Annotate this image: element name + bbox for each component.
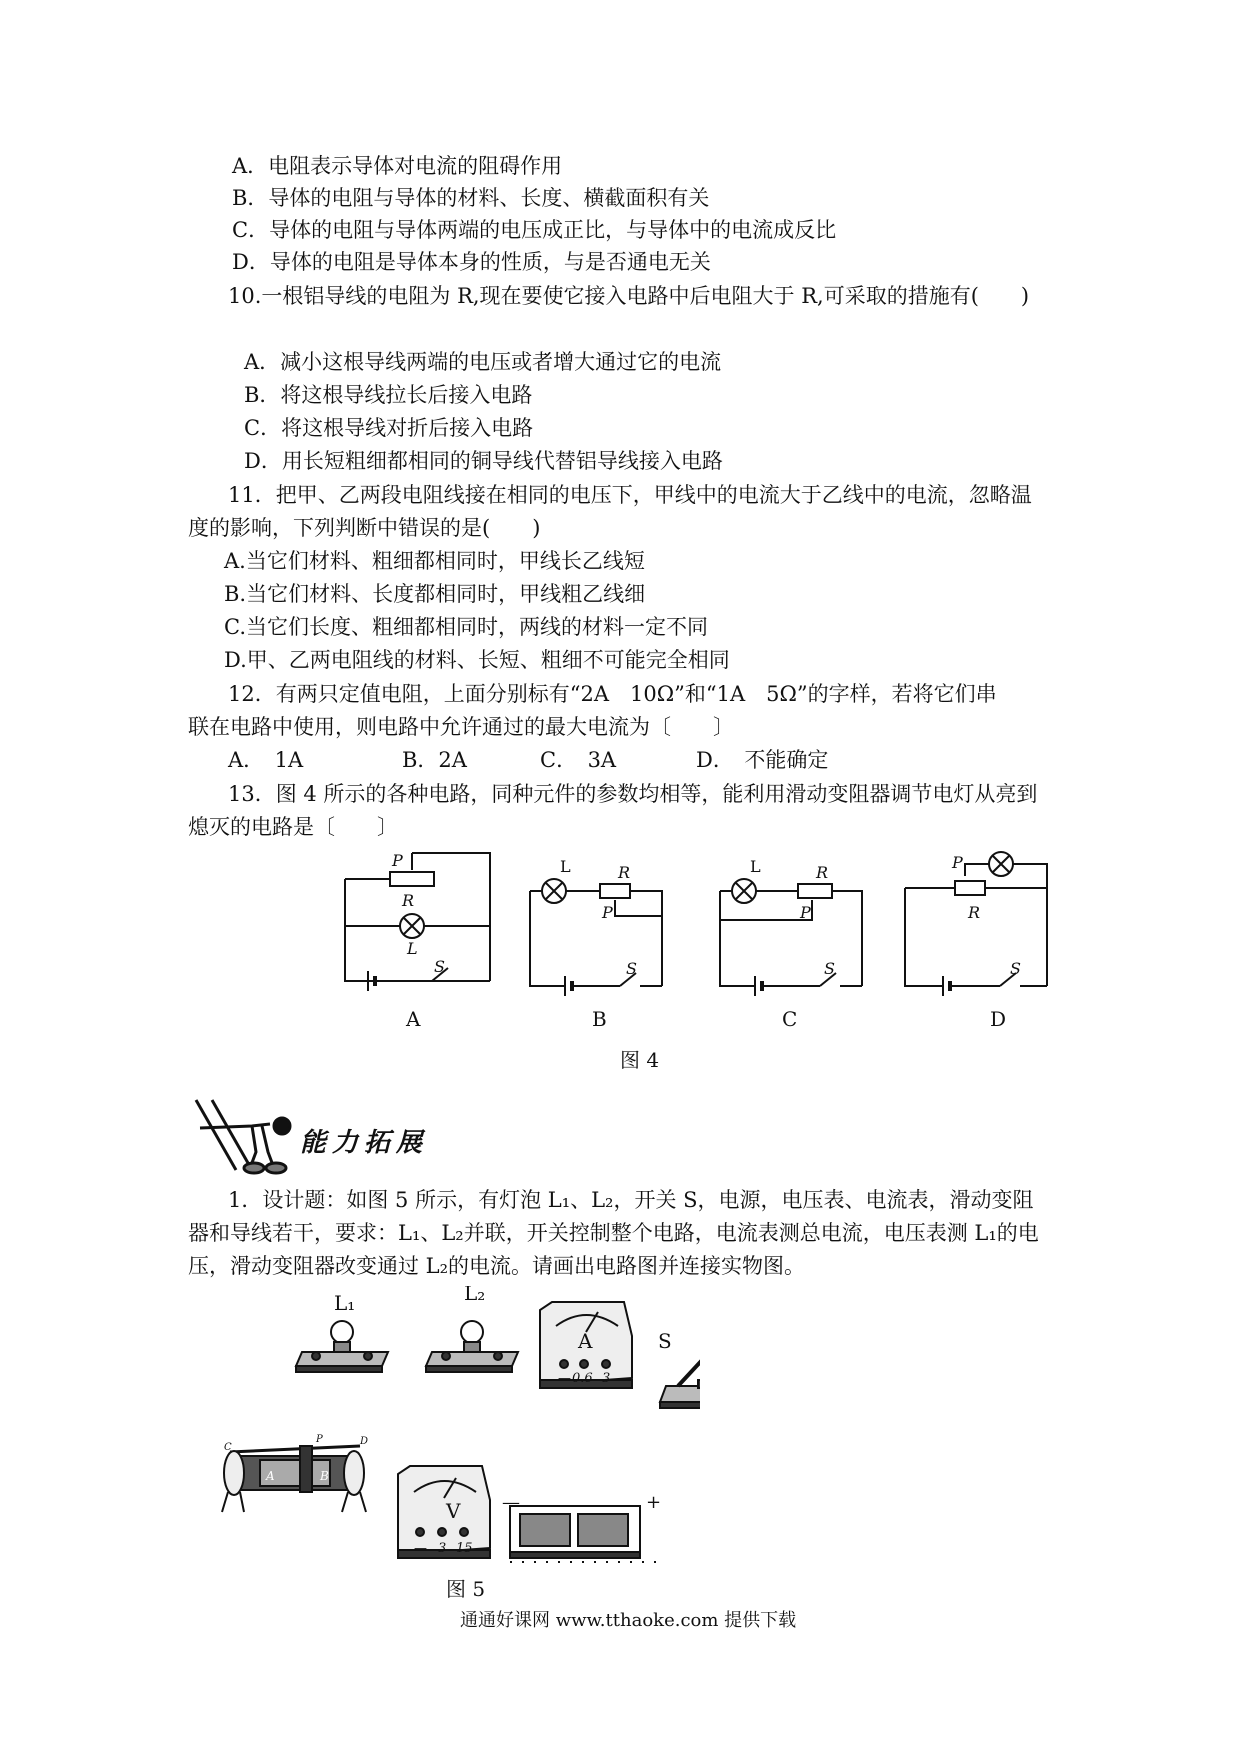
- q13-stem-line1: 13．图 4 所示的各种电路，同种元件的参数均相等，能利用滑动变阻器调节电灯从亮到: [228, 782, 1038, 806]
- voltmeter-terminal-15: 15: [456, 1541, 473, 1556]
- q11-stem-line1: 11．把甲、乙两段电阻线接在相同的电压下，甲线中的电流大于乙线中的电流，忽略温: [228, 483, 1032, 507]
- battery-pos: +: [646, 1492, 662, 1513]
- q9-option-b: B．导体的电阻与导体的材料、长度、横截面积有关: [232, 186, 710, 210]
- label-l1: L₁: [334, 1291, 356, 1315]
- label-p-d: P: [952, 853, 963, 872]
- q11-stem-line2: 度的影响，下列判断中错误的是( ): [188, 516, 541, 540]
- voltmeter-terminal-neg: —: [414, 1541, 427, 1556]
- q12-option-c: C． 3A: [540, 748, 617, 772]
- battery-neg: —: [502, 1492, 520, 1513]
- circuit-label-c: C: [782, 1007, 798, 1031]
- q10-option-a: A．减小这根导线两端的电压或者增大通过它的电流: [244, 350, 722, 374]
- label-p-b: P: [602, 903, 613, 922]
- rheostat-label-d: D: [360, 1436, 369, 1447]
- q11-option-d: D.甲、乙两电阻线的材料、长短、粗细不可能完全相同: [224, 648, 730, 672]
- q10-stem: 10.一根铝导线的电阻为 R,现在要使它接入电路中后电阻大于 R,可采取的措施有( ): [228, 284, 1030, 308]
- q11-option-b: B.当它们材料、长度都相同时，甲线粗乙线细: [224, 582, 646, 606]
- circuit-c: [720, 879, 862, 996]
- battery: [510, 1506, 660, 1562]
- label-s-a: S: [434, 957, 445, 976]
- figure5-apparatus: [220, 1286, 700, 1576]
- rheostat-label-a: A: [266, 1469, 275, 1483]
- voltmeter-terminal-3: 3: [438, 1541, 447, 1556]
- lamp-l2: [426, 1321, 518, 1372]
- q12-option-a: A． 1A: [228, 748, 304, 772]
- ammeter-terminal-neg: —: [558, 1371, 571, 1386]
- q9-option-d: D．导体的电阻是导体本身的性质，与是否通电无关: [232, 250, 711, 274]
- switch-label: S: [658, 1329, 672, 1353]
- figure4-circuits: [330, 846, 1070, 1036]
- label-r-b: R: [618, 863, 631, 882]
- label-p-a: P: [392, 851, 403, 870]
- q10-option-c: C．将这根导线对折后接入电路: [244, 416, 534, 440]
- q11-option-a: A.当它们材料、粗细都相同时，甲线长乙线短: [224, 549, 645, 573]
- q12-option-d: D． 不能确定: [696, 748, 829, 772]
- q12-option-b: B．2A: [402, 748, 467, 772]
- label-l2: L₂: [464, 1286, 486, 1305]
- label-r-a: R: [402, 891, 415, 910]
- ammeter-symbol: A: [578, 1329, 593, 1353]
- circuit-label-a: A: [406, 1007, 421, 1031]
- label-r-d: R: [968, 903, 981, 922]
- q9-option-c: C．导体的电阻与导体两端的电压成正比，与导体中的电流成反比: [232, 218, 837, 242]
- figure5-caption: 图 5: [446, 1577, 486, 1601]
- ammeter-terminal-0.6: 0.6: [572, 1371, 593, 1386]
- footer: 通通好课网 www.tthaoke.com 提供下载: [460, 1610, 797, 1631]
- rheostat-label-c: C: [224, 1442, 232, 1453]
- ext-q1-line2: 器和导线若干，要求：L₁、L₂并联，开关控制整个电路，电流表测总电流，电压表测 L₁的电: [188, 1221, 1039, 1245]
- section-title: 能力拓展: [300, 1128, 429, 1158]
- q12-stem-line2: 联在电路中使用，则电路中允许通过的最大电流为〔 〕: [188, 715, 734, 739]
- q11-option-c: C.当它们长度、粗细都相同时，两线的材料一定不同: [224, 615, 708, 639]
- q13-stem-line2: 熄灭的电路是〔 〕: [188, 815, 398, 839]
- rheostat-label-b: B: [320, 1469, 329, 1483]
- q10-option-b: B．将这根导线拉长后接入电路: [244, 383, 533, 407]
- circuit-d: [905, 852, 1047, 996]
- rheostat-label-p: P: [316, 1434, 323, 1445]
- label-s-c: S: [824, 959, 835, 978]
- gymnast-illustration: [190, 1096, 306, 1176]
- ext-q1-line1: 1．设计题：如图 5 所示，有灯泡 L₁、L₂，开关 S，电源，电压表、电流表，滑动变阻: [228, 1188, 1034, 1212]
- label-s-b: S: [626, 959, 637, 978]
- circuit-label-d: D: [990, 1007, 1007, 1031]
- label-p-c: P: [800, 903, 811, 922]
- ext-q1-line3: 压，滑动变阻器改变通过 L₂的电流。请画出电路图并连接实物图。: [188, 1254, 806, 1278]
- q10-option-d: D．用长短粗细都相同的铜导线代替铝导线接入电路: [244, 449, 723, 473]
- label-l-c: L: [750, 857, 761, 876]
- circuit-label-b: B: [592, 1007, 607, 1031]
- label-l-b: L: [560, 857, 571, 876]
- voltmeter-symbol: V: [446, 1499, 461, 1523]
- lamp-l1: [296, 1321, 388, 1372]
- q12-stem-line1: 12．有两只定值电阻，上面分别标有“2A 10Ω”和“1A 5Ω”的字样，若将它们串: [228, 682, 997, 706]
- circuit-a: [345, 853, 490, 991]
- switch: [660, 1358, 700, 1408]
- label-r-c: R: [816, 863, 829, 882]
- circuit-b: [530, 879, 662, 996]
- rheostat: [222, 1446, 366, 1512]
- ammeter-terminal-3: 3: [602, 1371, 611, 1386]
- q9-option-a: A．电阻表示导体对电流的阻碍作用: [232, 154, 563, 178]
- figure4-caption: 图 4: [620, 1048, 660, 1072]
- label-s-d: S: [1010, 959, 1021, 978]
- label-l-a: L: [407, 939, 418, 958]
